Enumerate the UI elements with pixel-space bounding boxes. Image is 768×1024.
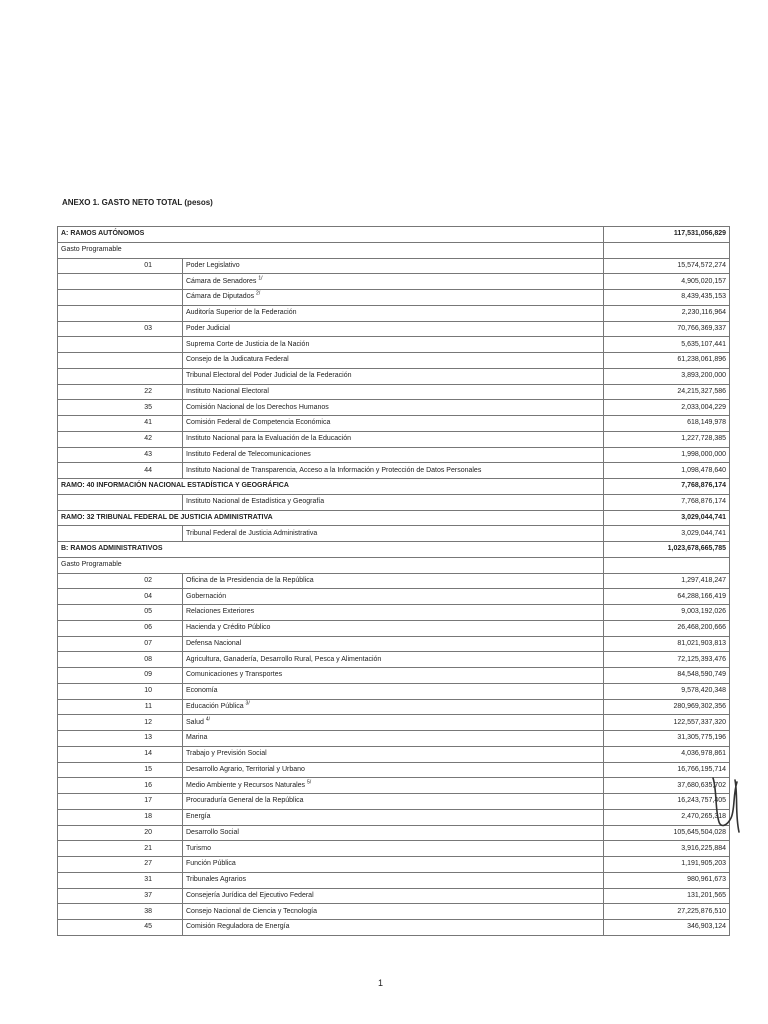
ramo-code: [58, 368, 183, 384]
amount-cell: 31,305,775,196: [604, 731, 730, 747]
ramo-code: [58, 526, 183, 542]
ramo-name: [183, 431, 604, 447]
amount-cell: 618,149,978: [604, 416, 730, 432]
table-row: [58, 636, 730, 652]
ramo-name: [183, 825, 604, 841]
table-row: [58, 888, 730, 904]
ramo-name-text: Instituto Nacional Electoral: [186, 387, 269, 395]
amount-cell: 15,574,572,274: [604, 258, 730, 274]
ramo-code: 42: [58, 431, 183, 447]
ramo-name: [183, 778, 604, 794]
page-number: 1: [378, 978, 384, 988]
amount-cell: 4,036,978,861: [604, 746, 730, 762]
ramo-name-text: Marina: [186, 734, 208, 742]
ramo-name: [183, 463, 604, 479]
ramo-name-text: Defensa Nacional: [186, 639, 242, 647]
table-row: [58, 321, 730, 337]
document-title: ANEXO 1. GASTO NETO TOTAL (pesos): [62, 198, 213, 207]
ramo-name: [183, 699, 604, 715]
ramo-name: [183, 746, 604, 762]
ramo-name-text: Relaciones Exteriores: [186, 608, 255, 616]
table-row: [58, 274, 730, 290]
ramo-code: 16: [58, 778, 183, 794]
ramo-code: 17: [58, 794, 183, 810]
amount-cell: 61,238,061,896: [604, 353, 730, 369]
table-row: [58, 573, 730, 589]
table-row: [58, 825, 730, 841]
table-row: [58, 494, 730, 510]
ramo-code: 13: [58, 731, 183, 747]
ramo-code: 05: [58, 605, 183, 621]
table-row: [58, 463, 730, 479]
ramo-code: 08: [58, 652, 183, 668]
amount-cell: 980,961,673: [604, 872, 730, 888]
ramo-code: 01: [58, 258, 183, 274]
amount-cell: 346,903,124: [604, 920, 730, 936]
ramo-name-text: Tribunal Electoral del Poder Judicial de la Federación: [186, 372, 352, 380]
amount-cell: 1,023,678,665,785: [604, 542, 730, 558]
ramo-name: [183, 605, 604, 621]
ramo-name-text: Instituto Federal de Telecomunicaciones: [186, 450, 311, 458]
ramo-name-text: Medio Ambiente y Recursos Naturales: [186, 781, 306, 789]
ramo-name-text: Oficina de la Presidencia de la República: [186, 576, 314, 584]
table-row: [58, 762, 730, 778]
ramo-name: [183, 620, 604, 636]
ramo-name-text: Comisión Reguladora de Energía: [186, 923, 290, 931]
ramo-code: 03: [58, 321, 183, 337]
ramo-name-text: Hacienda y Crédito Público: [186, 624, 271, 632]
ramo-name: [183, 715, 604, 731]
ramo-code: 14: [58, 746, 183, 762]
ramo-name-text: Economía: [186, 687, 218, 695]
amount-cell: 1,227,728,385: [604, 431, 730, 447]
ramo-name: [183, 305, 604, 321]
ramo-code: 06: [58, 620, 183, 636]
table-row: [58, 872, 730, 888]
ramo-code: [58, 290, 183, 306]
subsection-label: Gasto Programable: [58, 242, 604, 258]
amount-cell: 26,468,200,666: [604, 620, 730, 636]
ramo-name-text: Desarrollo Agrario, Territorial y Urbano: [186, 765, 305, 773]
table-row: [58, 605, 730, 621]
amount-cell: 117,531,056,829: [604, 227, 730, 243]
amount-cell: 2,470,265,318: [604, 809, 730, 825]
ramo-name: [183, 258, 604, 274]
amount-cell: 64,288,166,419: [604, 589, 730, 605]
ramo-name: [183, 841, 604, 857]
amount-cell: 72,125,393,476: [604, 652, 730, 668]
ramo-name-text: Instituto Nacional de Estadística y Geografía: [186, 498, 325, 506]
ramo-name: [183, 652, 604, 668]
ramo-code: [58, 337, 183, 353]
table-row: [58, 841, 730, 857]
ramo-name-text: Trabajo y Previsión Social: [186, 750, 267, 758]
ramo-code: 44: [58, 463, 183, 479]
ramo-name: [183, 683, 604, 699]
ramo-name: [183, 353, 604, 369]
footnote-marker: 4/: [205, 716, 211, 723]
ramo-code: 41: [58, 416, 183, 432]
amount-cell: 2,230,116,964: [604, 305, 730, 321]
amount-cell: 16,766,195,714: [604, 762, 730, 778]
ramo-name: [183, 290, 604, 306]
amount-cell: 2,033,004,229: [604, 400, 730, 416]
ramo-name-text: Suprema Corte de Justicia de la Nación: [186, 340, 310, 348]
ramo-name-text: Auditoría Superior de la Federación: [186, 309, 297, 317]
subsection-label: Gasto Programable: [58, 557, 604, 573]
table-row: [58, 305, 730, 321]
ramo-code: 21: [58, 841, 183, 857]
ramo-name: [183, 494, 604, 510]
amount-cell: 280,969,302,356: [604, 699, 730, 715]
ramo-code: 27: [58, 857, 183, 873]
ramo-code: 02: [58, 573, 183, 589]
ramo-name-text: Consejo de la Judicatura Federal: [186, 356, 289, 364]
budget-table: [57, 226, 730, 936]
ramo-code: [58, 274, 183, 290]
table-row: [58, 447, 730, 463]
ramo-name: [183, 920, 604, 936]
amount-cell: 105,645,504,028: [604, 825, 730, 841]
ramo-name-text: Tribunales Agrarios: [186, 876, 247, 884]
ramo-code: 10: [58, 683, 183, 699]
table-row: [58, 620, 730, 636]
table-row: [58, 652, 730, 668]
amount-cell: [604, 557, 730, 573]
ramo-code: 43: [58, 447, 183, 463]
section-label: B: RAMOS ADMINISTRATIVOS: [58, 542, 604, 558]
ramo-name-text: Comisión Federal de Competencia Económica: [186, 419, 331, 427]
ramo-name: [183, 321, 604, 337]
ramo-code: 37: [58, 888, 183, 904]
ramo-code: 09: [58, 668, 183, 684]
amount-cell: 8,439,435,153: [604, 290, 730, 306]
amount-cell: 1,191,905,203: [604, 857, 730, 873]
table-row: [58, 353, 730, 369]
footnote-marker: 2/: [256, 291, 261, 298]
table-row: [58, 526, 730, 542]
ramo-name-text: Consejo Nacional de Ciencia y Tecnología: [186, 907, 318, 915]
table-row: [58, 731, 730, 747]
table-row: [58, 778, 730, 794]
amount-cell: 3,916,225,884: [604, 841, 730, 857]
subsection-row: [58, 557, 730, 573]
ramo-name: [183, 872, 604, 888]
table-row: [58, 746, 730, 762]
section-row: [58, 542, 730, 558]
ramo-name-text: Poder Judicial: [186, 324, 230, 332]
amount-cell: 1,998,000,000: [604, 447, 730, 463]
table-row: [58, 258, 730, 274]
ramo-name: [183, 731, 604, 747]
amount-cell: 3,029,044,741: [604, 510, 730, 526]
section-row: [58, 479, 730, 495]
ramo-code: 04: [58, 589, 183, 605]
ramo-name: [183, 337, 604, 353]
ramo-name: [183, 384, 604, 400]
amount-cell: 3,893,200,000: [604, 368, 730, 384]
ramo-name-text: Salud: [186, 718, 204, 726]
ramo-name-text: Procuraduría General de la República: [186, 797, 304, 805]
amount-cell: 5,635,107,441: [604, 337, 730, 353]
section-label: RAMO: 32 TRIBUNAL FEDERAL DE JUSTICIA ADMINISTRATIVA: [58, 510, 604, 526]
amount-cell: 7,768,876,174: [604, 494, 730, 510]
section-row: [58, 510, 730, 526]
amount-cell: 16,243,757,405: [604, 794, 730, 810]
ramo-name: [183, 904, 604, 920]
table-row: [58, 431, 730, 447]
ramo-code: 18: [58, 809, 183, 825]
footnote-marker: 3/: [245, 700, 250, 707]
ramo-name-text: Función Pública: [186, 860, 236, 868]
ramo-code: 22: [58, 384, 183, 400]
ramo-name: [183, 668, 604, 684]
table-row: [58, 699, 730, 715]
ramo-name: [183, 762, 604, 778]
table-row: [58, 683, 730, 699]
ramo-name: [183, 274, 604, 290]
footnote-marker: 1/: [258, 275, 263, 282]
ramo-name: [183, 589, 604, 605]
ramo-name-text: Instituto Nacional de Transparencia, Acceso a la Información y Protección de Datos Personales: [186, 466, 482, 474]
ramo-name-text: Instituto Nacional para la Evaluación de la Educación: [186, 435, 351, 443]
ramo-name-text: Energía: [186, 813, 211, 821]
ramo-name: [183, 526, 604, 542]
ramo-name: [183, 794, 604, 810]
amount-cell: [604, 242, 730, 258]
amount-cell: 1,297,418,247: [604, 573, 730, 589]
ramo-code: 11: [58, 699, 183, 715]
ramo-name: [183, 368, 604, 384]
ramo-name-text: Gobernación: [186, 592, 227, 600]
ramo-name: [183, 400, 604, 416]
ramo-name: [183, 857, 604, 873]
table-row: [58, 809, 730, 825]
section-row: [58, 227, 730, 243]
table-row: [58, 337, 730, 353]
amount-cell: 7,768,876,174: [604, 479, 730, 495]
amount-cell: 9,578,420,348: [604, 683, 730, 699]
ramo-code: 15: [58, 762, 183, 778]
table-row: [58, 904, 730, 920]
amount-cell: 70,766,369,337: [604, 321, 730, 337]
amount-cell: 122,557,337,320: [604, 715, 730, 731]
table-row: [58, 920, 730, 936]
amount-cell: 81,021,903,813: [604, 636, 730, 652]
ramo-name-text: Cámara de Diputados: [186, 293, 255, 301]
ramo-code: 20: [58, 825, 183, 841]
ramo-name: [183, 447, 604, 463]
ramo-name-text: Tribunal Federal de Justicia Administrativa: [186, 529, 318, 537]
footnote-marker: 5/: [307, 779, 312, 786]
subsection-row: [58, 242, 730, 258]
table-row: [58, 290, 730, 306]
table-row: [58, 794, 730, 810]
ramo-code: [58, 494, 183, 510]
ramo-name-text: Turismo: [186, 844, 212, 852]
table-row: [58, 368, 730, 384]
amount-cell: 37,680,635,702: [604, 778, 730, 794]
amount-cell: 4,905,020,157: [604, 274, 730, 290]
amount-cell: 24,215,327,586: [604, 384, 730, 400]
ramo-name-text: Cámara de Senadores: [186, 277, 257, 285]
table-row: [58, 668, 730, 684]
section-label: RAMO: 40 INFORMACIÓN NACIONAL ESTADÍSTICA Y GEOGRÁFICA: [58, 479, 604, 495]
ramo-name-text: Comunicaciones y Transportes: [186, 671, 283, 679]
ramo-name-text: Consejería Jurídica del Ejecutivo Federal: [186, 891, 314, 899]
ramo-name-text: Comisión Nacional de los Derechos Humanos: [186, 403, 329, 411]
amount-cell: 27,225,876,510: [604, 904, 730, 920]
amount-cell: 131,201,565: [604, 888, 730, 904]
ramo-code: 31: [58, 872, 183, 888]
table-row: [58, 400, 730, 416]
ramo-name: [183, 416, 604, 432]
section-label: A: RAMOS AUTÓNOMOS: [58, 227, 604, 243]
table-row: [58, 857, 730, 873]
ramo-name: [183, 573, 604, 589]
amount-cell: 3,029,044,741: [604, 526, 730, 542]
signature-mark: [705, 770, 745, 840]
table-row: [58, 715, 730, 731]
ramo-code: 12: [58, 715, 183, 731]
ramo-name-text: Poder Legislativo: [186, 261, 240, 269]
amount-cell: 1,098,478,640: [604, 463, 730, 479]
ramo-code: 07: [58, 636, 183, 652]
table-row: [58, 416, 730, 432]
ramo-code: 45: [58, 920, 183, 936]
ramo-name-text: Desarrollo Social: [186, 828, 239, 836]
ramo-code: 38: [58, 904, 183, 920]
table-row: [58, 384, 730, 400]
ramo-name: [183, 809, 604, 825]
table-row: [58, 589, 730, 605]
ramo-name: [183, 636, 604, 652]
ramo-code: [58, 353, 183, 369]
ramo-name-text: Agricultura, Ganadería, Desarrollo Rural, Pesca y Alimentación: [186, 655, 382, 663]
ramo-name-text: Educación Pública: [186, 702, 244, 710]
ramo-name: [183, 888, 604, 904]
amount-cell: 84,548,590,749: [604, 668, 730, 684]
ramo-code: [58, 305, 183, 321]
ramo-code: 35: [58, 400, 183, 416]
amount-cell: 9,003,192,026: [604, 605, 730, 621]
